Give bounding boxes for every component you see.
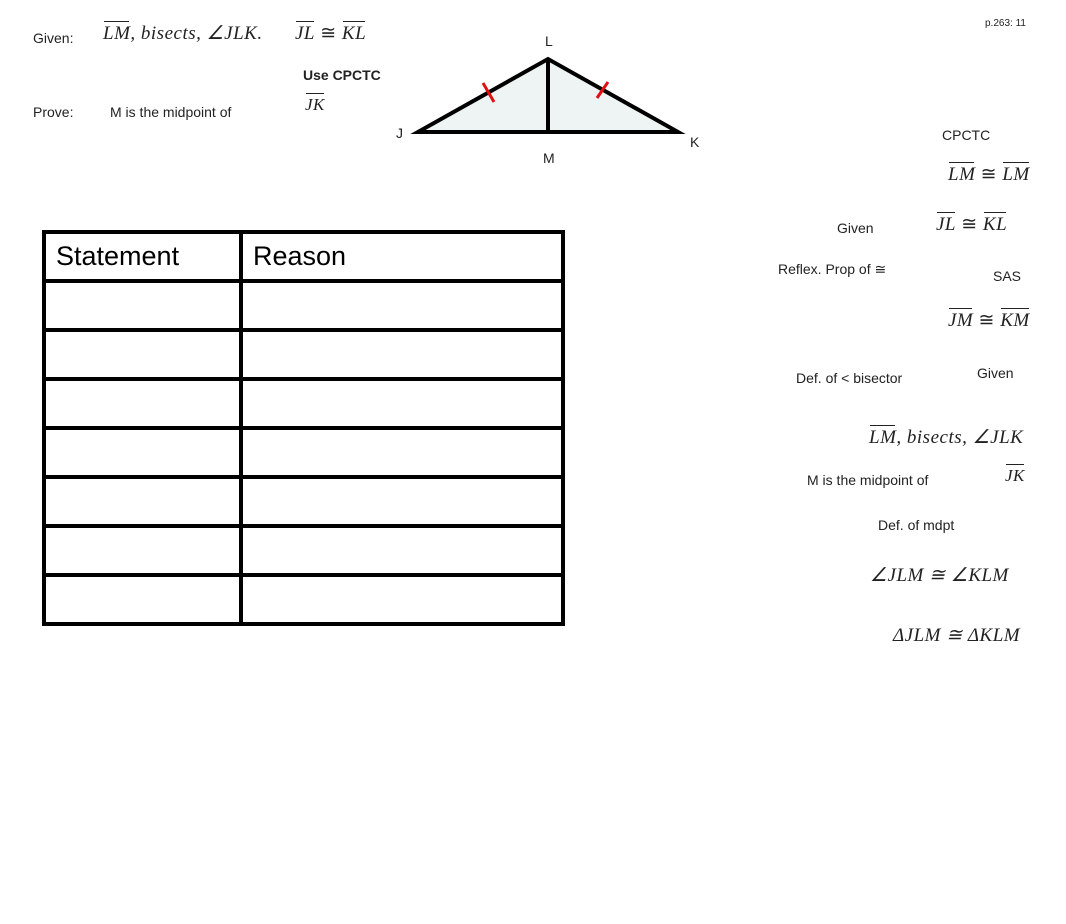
prove-text: M is the midpoint of	[110, 104, 232, 120]
statement-cell[interactable]	[44, 428, 241, 477]
segment-lm: LM	[103, 23, 131, 44]
segment-lm: LM	[948, 164, 976, 185]
congruent-symbol: ≅	[978, 310, 995, 331]
table-row[interactable]	[44, 281, 563, 330]
table-row[interactable]	[44, 477, 563, 526]
segment-km: KM	[1000, 310, 1030, 331]
reason-cell[interactable]	[241, 428, 563, 477]
vertex-m-label: M	[543, 150, 555, 166]
hint-text: Use CPCTC	[303, 67, 381, 83]
table-row[interactable]	[44, 428, 563, 477]
bank-midpoint-segment[interactable]	[1005, 466, 1025, 486]
reason-cell[interactable]	[241, 575, 563, 624]
statement-cell[interactable]	[44, 379, 241, 428]
given-label: Given:	[33, 30, 74, 46]
given-bisects-text: , bisects,	[130, 23, 207, 44]
table-row[interactable]	[44, 379, 563, 428]
angle-jlk: JLK	[224, 23, 258, 44]
reason-cell[interactable]	[241, 477, 563, 526]
segment-jl: JL	[295, 23, 315, 44]
proof-table	[42, 230, 565, 626]
reason-cell[interactable]	[241, 526, 563, 575]
vertex-j-label: J	[396, 125, 403, 141]
bank-triangles-congruent[interactable]: ΔJLM ≅ ΔKLM	[893, 625, 1021, 646]
page-reference: p.263: 11	[985, 18, 1026, 29]
bank-cpctc[interactable]: CPCTC	[942, 127, 991, 143]
statement-cell[interactable]	[44, 575, 241, 624]
bank-def-angle-bisector[interactable]: Def. of < bisector	[796, 370, 903, 386]
segment-jk: JK	[305, 95, 325, 114]
header-statement: Statement	[44, 232, 241, 281]
reason-cell[interactable]	[241, 379, 563, 428]
segment-lm: LM	[1002, 164, 1030, 185]
congruent-symbol: ≅	[320, 23, 337, 44]
segment-jl: JL	[936, 214, 956, 235]
statement-cell[interactable]	[44, 330, 241, 379]
bank-def-midpoint[interactable]: Def. of mdpt	[878, 517, 955, 533]
reason-cell[interactable]	[241, 330, 563, 379]
bank-lm-bisects-jlk[interactable]	[869, 426, 1023, 449]
bisects-text: , bisects,	[896, 427, 973, 448]
congruent-symbol: ≅	[961, 214, 978, 235]
table-row[interactable]	[44, 575, 563, 624]
given-bisector-statement	[103, 22, 263, 45]
bank-sas[interactable]: SAS	[993, 268, 1022, 284]
angle-symbol: ∠	[972, 427, 991, 448]
prove-segment	[305, 95, 325, 115]
prove-label: Prove:	[33, 104, 74, 120]
triangle-diagram	[390, 28, 700, 178]
segment-lm: LM	[869, 427, 897, 448]
bank-jl-congruent-kl[interactable]	[936, 213, 1007, 236]
reason-cell[interactable]	[241, 281, 563, 330]
table-row[interactable]	[44, 330, 563, 379]
given-period: .	[257, 23, 263, 44]
table-header-row	[44, 232, 563, 281]
vertex-k-label: K	[690, 134, 700, 150]
statement-cell[interactable]	[44, 477, 241, 526]
bank-lm-congruent-lm[interactable]	[948, 163, 1030, 186]
segment-jm: JM	[948, 310, 974, 331]
bank-angles-congruent[interactable]: ∠JLM ≅ ∠KLM	[870, 565, 1009, 586]
statement-cell[interactable]	[44, 281, 241, 330]
header-reason: Reason	[241, 232, 563, 281]
congruent-symbol: ≅	[980, 164, 998, 185]
bank-given-1[interactable]: Given	[837, 220, 874, 236]
angle-symbol: ∠	[206, 23, 225, 44]
table-row[interactable]	[44, 526, 563, 575]
angle-jlk: JLK	[990, 427, 1024, 448]
bank-reflexive-property[interactable]: Reflex. Prop of ≅	[778, 261, 887, 277]
bank-given-2[interactable]: Given	[977, 365, 1014, 381]
vertex-l-label: L	[545, 33, 553, 49]
bank-midpoint-text[interactable]: M is the midpoint of	[807, 472, 929, 488]
bank-jm-congruent-km[interactable]	[948, 309, 1030, 332]
segment-kl: KL	[341, 23, 367, 44]
given-congruence-statement	[295, 22, 366, 45]
segment-kl: KL	[982, 214, 1008, 235]
segment-jk: JK	[1005, 466, 1025, 485]
statement-cell[interactable]	[44, 526, 241, 575]
